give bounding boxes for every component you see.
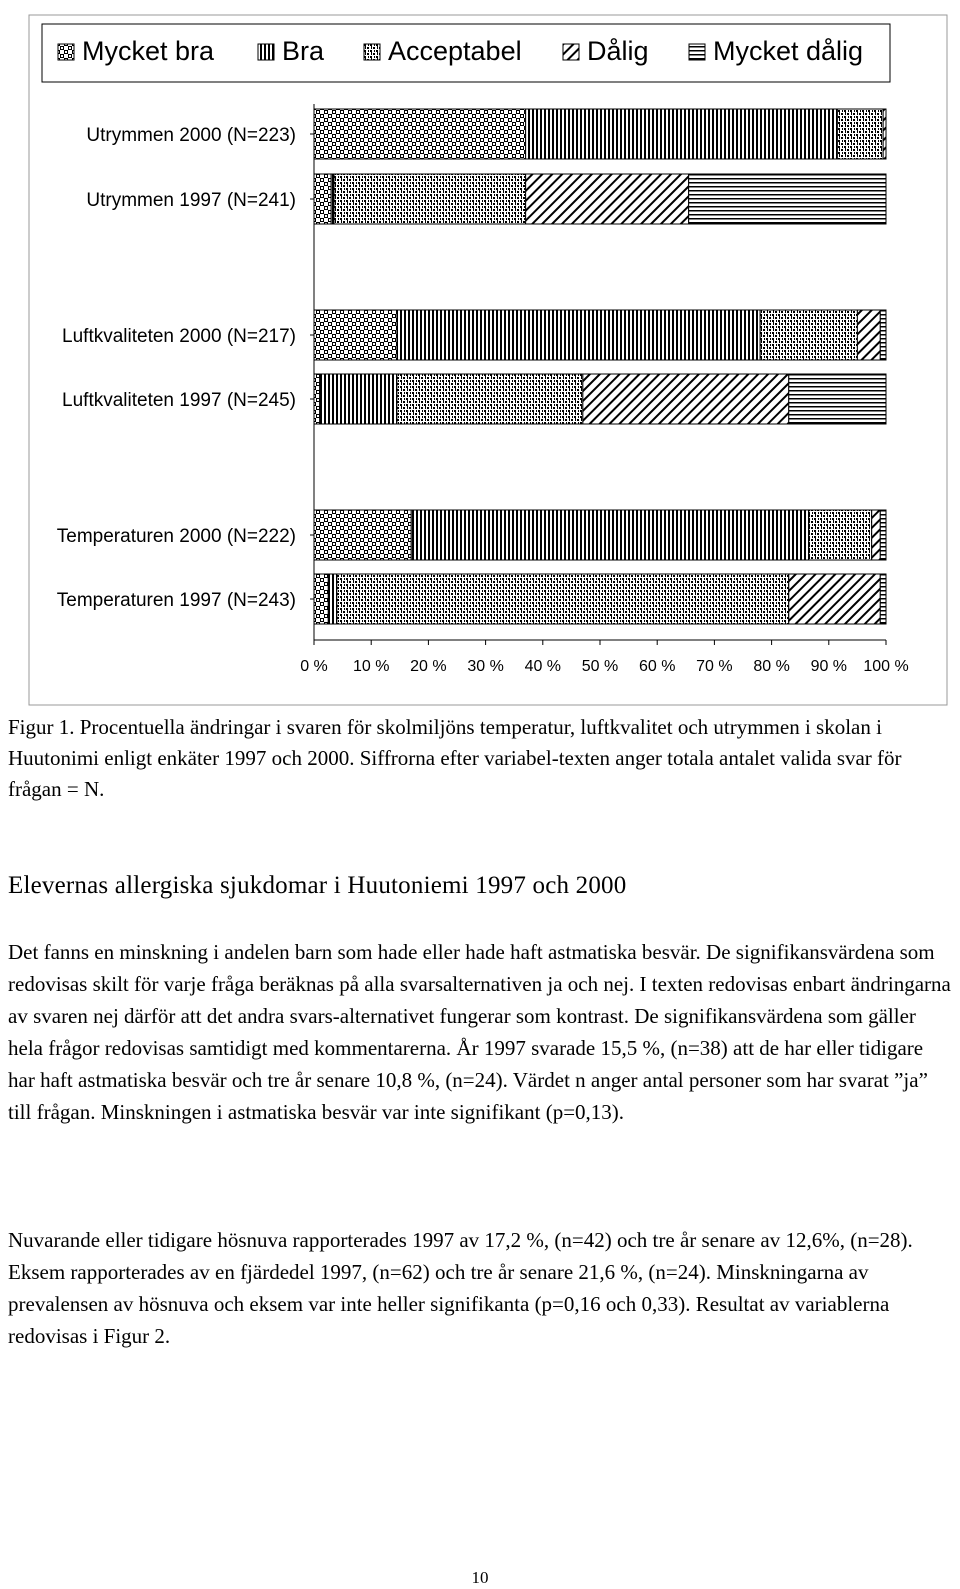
bar-segment-acceptabel (334, 174, 526, 224)
x-tick-label: 50 % (581, 658, 619, 675)
legend-swatch-dålig (563, 44, 579, 60)
bar-segment-mycket-dålig (880, 574, 886, 624)
legend-label-acceptabel: Acceptabel (388, 36, 522, 66)
bar-segment-acceptabel (760, 310, 857, 360)
bar-segment-dålig (883, 109, 886, 159)
bar-segment-dålig (583, 374, 789, 424)
legend-label-mycket-dålig: Mycket dålig (713, 36, 864, 66)
bar-segment-mycket-dålig (880, 510, 886, 560)
legend-label-mycket-bra: Mycket bra (82, 36, 215, 66)
x-tick-label: 20 % (410, 658, 447, 675)
legend-swatch-acceptabel (364, 44, 380, 60)
page-number: 10 (471, 1568, 489, 1587)
bar-segment-mycket-bra (314, 174, 331, 224)
bar-segment-mycket-bra (314, 574, 328, 624)
category-label: Temperaturen 1997 (N=243) (56, 590, 296, 611)
bar-segment-mycket-bra (314, 374, 320, 424)
x-tick-label: 10 % (352, 658, 390, 675)
paragraph-hayfever-eczema: Nuvarande eller tidigare hösnuva rapporterades 1997 av 17,2 %, (n=42) och tre år senare av 12,6%, (n=28). Eksem rapporterades av en fjärdedel 1997, (n=62) och tre år senare 21,6 %, (n=24). Minskningarna av prevalensen av hösnuva och eksem var inte heller signifikanta (p=0,16 och 0,33). Resultat av variablerna redovisas i Figur 2. (8, 1228, 913, 1348)
bar-segment-bra (397, 310, 760, 360)
bar-segment-dålig (857, 310, 880, 360)
bar-segment-mycket-dålig (789, 374, 886, 424)
x-tick-label: 60 % (638, 658, 676, 675)
x-tick-label: 80 % (753, 658, 790, 675)
bar-segment-bra (526, 109, 838, 159)
bar-segment-mycket-bra (314, 510, 411, 560)
category-label: Luftkvaliteten 1997 (N=245) (62, 390, 296, 411)
figure-caption: Figur 1. Procentuella ändringar i svaren för skolmiljöns temperatur, luftkvalitet och utrymmen i skolan i Huutonimi enligt enkäter 1997 och 2000. Siffrorna efter variabel-texten anger totala antalet valida svar för frågan = N. (8, 715, 902, 801)
bar-segment-acceptabel (337, 574, 789, 624)
section-heading: Elevernas allergiska sjukdomar i Huutoniemi 1997 och 2000 (8, 872, 627, 899)
bar-segment-bra (328, 574, 337, 624)
bar-segment-dålig (872, 510, 881, 560)
bar-segment-bra (320, 374, 397, 424)
legend-label-dålig: Dålig (587, 36, 649, 66)
bar-segment-mycket-dålig (689, 174, 886, 224)
category-label: Temperaturen 2000 (N=222) (56, 526, 296, 547)
bar-segment-acceptabel (809, 510, 872, 560)
paragraph-asthma: Det fanns en minskning i andelen barn som hade eller hade haft astmatiska besvär. De signifikansvärdena som redovisas skilt för varje fråga beräknas på alla svarsalternativen ja och nej. I texten redovisas enbart ändringarna av svaren nej därför att det andra svars-alternativet fungerar som kontrast. De signifikansvärdena som gäller hela frågor redovisas samtidigt med kommentarerna. År 1997 svarade 15,5 %, (n=38) att de har eller tidigare har haft astmatiska besvär och tre år senare 10,8 %, (n=24). Värdet n anger antal personer som har svarat ”ja” till frågan. Minskningen i astmatiska besvär var inte signifikant (p=0,13). (8, 940, 951, 1124)
x-tick-label: 100 % (863, 658, 909, 675)
bar-segment-mycket-bra (314, 109, 526, 159)
x-tick-label: 30 % (467, 658, 504, 675)
category-label: Luftkvaliteten 2000 (N=217) (62, 326, 296, 347)
bar-segment-bra (411, 510, 809, 560)
legend-swatch-mycket-dålig (689, 44, 705, 60)
category-label: Utrymmen 2000 (N=223) (86, 125, 296, 146)
x-tick-label: 70 % (696, 658, 733, 675)
stacked-bar-chart (28, 14, 948, 706)
bar-segment-acceptabel (837, 109, 883, 159)
bar-segment-mycket-dålig (880, 310, 886, 360)
bar-segment-dålig (526, 174, 689, 224)
x-tick-label: 40 % (524, 658, 562, 675)
bar-segment-acceptabel (397, 374, 583, 424)
category-label: Utrymmen 1997 (N=241) (86, 190, 296, 211)
legend (58, 36, 863, 66)
x-tick-label: 90 % (810, 658, 848, 675)
bar-segment-dålig (789, 574, 881, 624)
x-tick-label: 0 % (300, 658, 328, 675)
legend-swatch-bra (258, 44, 274, 60)
legend-label-bra: Bra (282, 36, 325, 66)
legend-swatch-mycket-bra (58, 44, 74, 60)
bar-segment-mycket-bra (314, 310, 397, 360)
